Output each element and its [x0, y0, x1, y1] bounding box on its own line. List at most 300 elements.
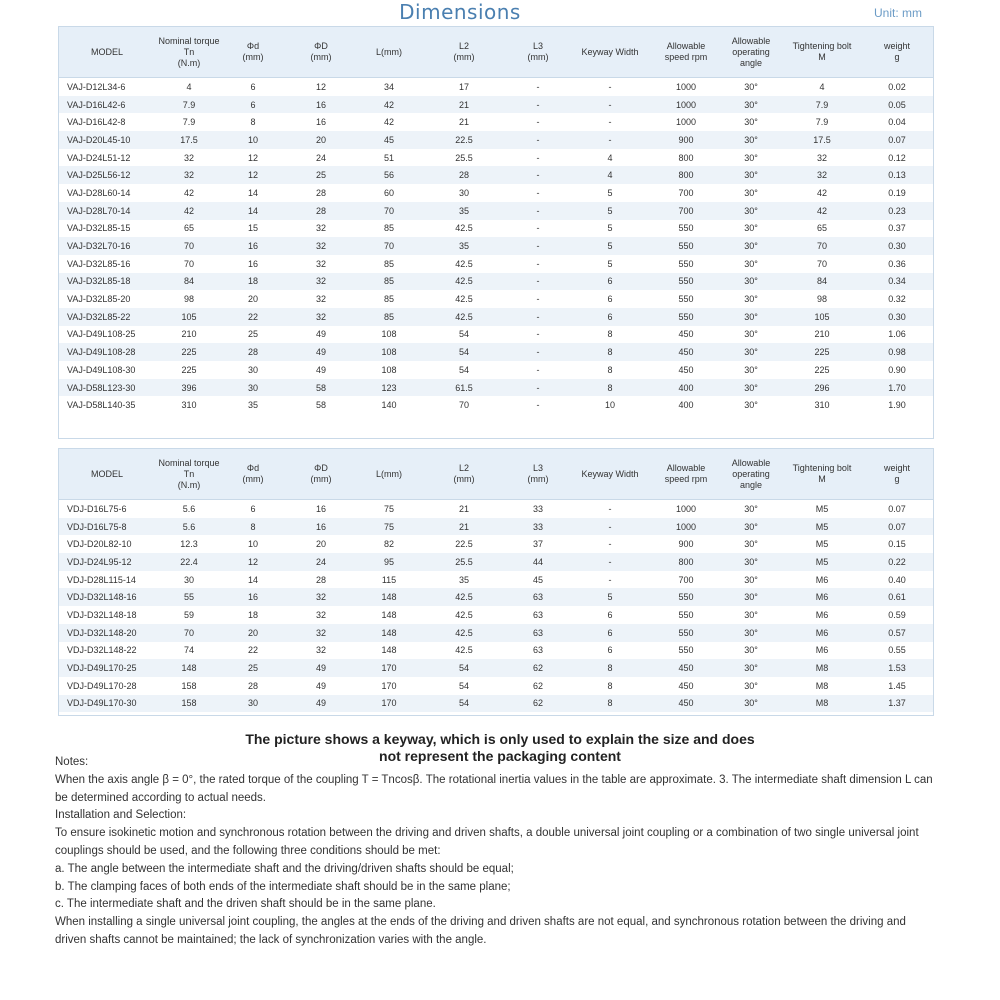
table-cell: 49	[315, 364, 326, 375]
table-cell: 550	[678, 609, 694, 620]
table-cell: 34	[383, 81, 394, 92]
table-cell: 30°	[744, 152, 758, 163]
table-cell: 70	[155, 624, 223, 642]
table-cell: 65	[183, 223, 194, 234]
table-cell: 900	[653, 131, 719, 149]
table-cell: M8	[783, 695, 861, 713]
table-cell: 450	[678, 329, 694, 340]
table-cell: M6	[815, 574, 829, 585]
model-cell: VAJ-D20L45-10	[59, 131, 155, 149]
table-cell: 30°	[744, 400, 758, 411]
table-cell: 58	[283, 379, 359, 397]
table-cell: 0.23	[861, 202, 933, 220]
table-cell: 22.5	[419, 131, 509, 149]
table-cell: -	[608, 81, 612, 92]
table-cell: 8	[607, 364, 613, 375]
vaj-header-cell: L3 (mm)	[509, 27, 567, 78]
table-row	[59, 343, 933, 361]
table-cell: M6	[783, 624, 861, 642]
model-cell: VDJ-D32L148-20	[59, 624, 155, 642]
table-cell: 32	[315, 258, 326, 269]
table-cell: -	[567, 96, 653, 114]
table-cell: 30°	[719, 518, 783, 536]
table-cell: -	[536, 81, 540, 92]
table-cell: 22.5	[455, 539, 473, 550]
table-cell: 14	[247, 187, 258, 198]
table-cell: 6	[223, 96, 283, 114]
table-cell: -	[536, 364, 540, 375]
table-row	[59, 606, 933, 624]
table-cell: 7.9	[155, 96, 223, 114]
model-cell: VAJ-D16L42-8	[67, 117, 126, 128]
table-row	[59, 677, 933, 695]
table-cell: 28	[223, 343, 283, 361]
table-cell: 59	[183, 609, 194, 620]
table-cell: 17.5	[783, 131, 861, 149]
table-cell: 62	[509, 695, 567, 713]
notes-heading: Notes:	[55, 756, 89, 768]
table-cell: 28	[315, 574, 326, 585]
table-cell: 148	[359, 588, 419, 606]
table-cell: 16	[247, 258, 258, 269]
table-cell: -	[536, 294, 540, 305]
installation-heading: Installation and Selection:	[55, 809, 187, 822]
table-cell: 4	[819, 81, 825, 92]
table-cell: 0.04	[888, 117, 906, 128]
condition-b: b. The clamping faces of both ends of the intermediate shaft should be in the same plane;	[55, 880, 511, 893]
table-cell: 42.5	[455, 223, 473, 234]
table-cell: -	[608, 574, 612, 585]
table-cell: -	[567, 518, 653, 536]
table-cell: 1.53	[861, 659, 933, 677]
table-cell: 42	[816, 187, 827, 198]
table-cell: 75	[383, 503, 394, 514]
model-cell: VDJ-D28L115-14	[67, 574, 136, 585]
table-cell: 550	[678, 645, 694, 656]
table-row	[59, 149, 933, 167]
table-row	[59, 78, 933, 96]
model-cell: VAJ-D28L60-14	[67, 187, 131, 198]
table-cell: 7.9	[182, 117, 196, 128]
table-cell: 32	[283, 237, 359, 255]
table-cell: 1.45	[888, 680, 906, 691]
vdj-header-cell: Φd (mm)	[223, 449, 283, 500]
table-cell: 32	[315, 645, 326, 656]
table-cell: -	[509, 308, 567, 326]
table-cell: 1000	[675, 81, 697, 92]
table-cell: 24	[283, 553, 359, 571]
table-cell: 30°	[719, 695, 783, 713]
table-cell: -	[536, 187, 540, 198]
table-cell: 800	[653, 166, 719, 184]
table-cell: 30	[247, 364, 258, 375]
table-cell: 14	[247, 574, 258, 585]
table-cell: 30	[223, 695, 283, 713]
table-row	[59, 326, 933, 344]
table-cell: 8	[567, 379, 653, 397]
table-cell: 12	[315, 81, 326, 92]
table-row	[59, 379, 933, 397]
table-cell: 15	[247, 223, 258, 234]
table-cell: 550	[653, 273, 719, 291]
model-cell: VAJ-D32L85-20	[67, 294, 131, 305]
table-row	[59, 361, 933, 379]
table-cell: 450	[653, 343, 719, 361]
model-cell: VDJ-D49L170-28	[67, 680, 137, 691]
model-cell: VDJ-D16L75-6	[67, 503, 127, 514]
table-cell: 108	[359, 343, 419, 361]
table-cell: 5	[607, 223, 613, 234]
table-cell: 63	[532, 645, 543, 656]
table-cell: 10	[604, 400, 615, 411]
table-row	[59, 220, 933, 238]
vdj-header-cell: Allowable speed rpm	[653, 449, 719, 500]
table-row	[59, 131, 933, 149]
table-cell: 32	[315, 609, 326, 620]
table-row	[59, 500, 933, 518]
table-cell: 30°	[719, 131, 783, 149]
table-cell: 56	[359, 166, 419, 184]
vaj-header-cell: Keyway Width	[567, 27, 653, 78]
table-cell: -	[536, 117, 540, 128]
table-cell: 70	[359, 202, 419, 220]
table-cell: 28	[283, 202, 359, 220]
table-cell: 35	[419, 237, 509, 255]
table-cell: 170	[359, 659, 419, 677]
table-cell: 0.59	[888, 609, 906, 620]
table-cell: 35	[247, 400, 258, 411]
table-row	[59, 113, 933, 131]
table-cell: 800	[653, 553, 719, 571]
model-cell: VDJ-D32L148-22	[67, 645, 137, 656]
table-cell: 21	[458, 503, 469, 514]
table-cell: 6	[607, 609, 613, 620]
table-cell: 32	[783, 166, 861, 184]
table-cell: 4	[186, 81, 192, 92]
table-cell: 1000	[653, 96, 719, 114]
table-cell: 450	[678, 364, 694, 375]
table-cell: 310	[181, 400, 197, 411]
table-cell: 70	[359, 237, 419, 255]
table-cell: M8	[815, 680, 829, 691]
vdj-header-cell: L2 (mm)	[419, 449, 509, 500]
table-cell: M6	[783, 588, 861, 606]
table-cell: 0.55	[888, 645, 906, 656]
table-cell: 1.90	[888, 400, 906, 411]
table-cell: 0.40	[888, 574, 906, 585]
table-cell: 84	[783, 273, 861, 291]
table-cell: 12	[247, 152, 258, 163]
table-cell: 30°	[744, 503, 758, 514]
table-cell: 54	[458, 680, 469, 691]
vaj-header-cell: Allowable speed rpm	[653, 27, 719, 78]
table-cell: 30	[183, 574, 194, 585]
table-row	[59, 571, 933, 589]
table-cell: 32	[155, 166, 223, 184]
table-cell: 33	[532, 503, 543, 514]
table-cell: 5.6	[182, 503, 196, 514]
table-cell: 6	[250, 81, 256, 92]
table-cell: -	[509, 96, 567, 114]
table-cell: 18	[247, 609, 258, 620]
table-cell: 225	[783, 343, 861, 361]
table-cell: -	[608, 503, 612, 514]
table-cell: 5	[607, 258, 613, 269]
table-cell: 550	[678, 294, 694, 305]
table-cell: 6	[567, 273, 653, 291]
vaj-dimensions-table	[58, 26, 934, 439]
model-cell: VAJ-D49L108-28	[59, 343, 155, 361]
table-cell: M6	[815, 645, 829, 656]
table-cell: 33	[509, 518, 567, 536]
table-cell: 1.06	[888, 329, 906, 340]
table-cell: -	[509, 166, 567, 184]
table-cell: 700	[653, 202, 719, 220]
model-cell: VDJ-D16L75-8	[59, 518, 155, 536]
table-cell: 450	[678, 680, 694, 691]
model-cell: VAJ-D49L108-30	[67, 364, 136, 375]
table-cell: 74	[183, 645, 194, 656]
table-cell: 54	[419, 659, 509, 677]
table-cell: 45	[532, 574, 543, 585]
model-cell: VDJ-D49L170-25	[59, 659, 155, 677]
table-cell: 140	[381, 400, 397, 411]
table-row	[59, 624, 933, 642]
table-cell: 0.02	[888, 81, 906, 92]
table-cell: 30°	[744, 294, 758, 305]
table-cell: 42	[155, 202, 223, 220]
table-cell: 550	[653, 624, 719, 642]
model-cell: VAJ-D32L85-16	[67, 258, 131, 269]
model-cell: VDJ-D49L170-30	[59, 695, 155, 713]
vaj-table-body	[59, 78, 933, 415]
table-cell: 8	[567, 343, 653, 361]
table-row	[59, 96, 933, 114]
table-cell: 8	[607, 680, 613, 691]
table-cell: 16	[223, 237, 283, 255]
table-cell: 400	[653, 379, 719, 397]
table-cell: 30°	[744, 117, 758, 128]
table-cell: 8	[567, 659, 653, 677]
vdj-table	[59, 449, 933, 712]
installation-text: To ensure isokinetic motion and synchronous rotation between the driving and driven shafts, a double universal joint coupling or a combination of two single universal joint couplings should be used, and the following three conditions should be met:	[55, 827, 919, 857]
table-cell: 0.30	[861, 237, 933, 255]
table-cell: 22	[247, 645, 258, 656]
table-cell: 16	[283, 518, 359, 536]
model-cell: VDJ-D32L148-18	[67, 609, 137, 620]
table-cell: 6	[250, 503, 256, 514]
table-cell: 1.70	[861, 379, 933, 397]
table-cell: 170	[381, 680, 397, 691]
table-cell: 25	[247, 329, 258, 340]
table-row	[59, 237, 933, 255]
table-cell: 108	[381, 364, 397, 375]
table-cell: -	[509, 237, 567, 255]
vaj-table	[59, 27, 933, 414]
table-cell: 550	[678, 223, 694, 234]
table-cell: 28	[247, 680, 258, 691]
table-cell: 148	[381, 609, 397, 620]
vaj-header-cell: MODEL	[59, 27, 155, 78]
table-cell: 32	[283, 624, 359, 642]
table-cell: 44	[509, 553, 567, 571]
table-cell: 30°	[719, 308, 783, 326]
table-cell: 21	[458, 117, 469, 128]
notes-section	[55, 754, 935, 950]
table-cell: 0.05	[861, 96, 933, 114]
table-cell: 8	[567, 695, 653, 713]
table-cell: 0.07	[888, 503, 906, 514]
vdj-header-cell: Allowable operating angle	[719, 449, 783, 500]
table-cell: 0.19	[888, 187, 906, 198]
table-cell: 49	[315, 329, 326, 340]
table-cell: 30°	[744, 81, 758, 92]
table-cell: 5	[607, 187, 613, 198]
table-cell: 30°	[719, 588, 783, 606]
model-cell: VAJ-D25L56-12	[59, 166, 155, 184]
table-cell: 75	[359, 518, 419, 536]
table-cell: 16	[283, 96, 359, 114]
table-cell: 30°	[719, 624, 783, 642]
table-cell: 84	[155, 273, 223, 291]
table-cell: 42	[359, 96, 419, 114]
table-cell: 42	[183, 187, 194, 198]
table-cell: 10	[223, 131, 283, 149]
table-cell: 0.90	[888, 364, 906, 375]
vaj-header-cell: ΦD (mm)	[283, 27, 359, 78]
table-cell: 450	[653, 695, 719, 713]
table-cell: 98	[183, 294, 194, 305]
condition-c: c. The intermediate shaft and the driven shaft should be in the same plane.	[55, 898, 436, 911]
model-cell: VAJ-D32L85-22	[59, 308, 155, 326]
table-cell: 22.4	[155, 553, 223, 571]
table-cell: 49	[283, 659, 359, 677]
table-cell: 37	[532, 539, 543, 550]
table-cell: 42.5	[455, 609, 473, 620]
table-cell: 8	[607, 329, 613, 340]
table-cell: 30°	[744, 609, 758, 620]
table-cell: 30°	[744, 539, 758, 550]
model-cell: VAJ-D12L34-6	[67, 81, 126, 92]
table-cell: 0.07	[861, 131, 933, 149]
vdj-header-row	[59, 449, 933, 500]
table-row	[59, 290, 933, 308]
table-cell: 30°	[719, 379, 783, 397]
table-cell: 28	[419, 166, 509, 184]
table-cell: 0.15	[888, 539, 906, 550]
table-cell: 550	[678, 258, 694, 269]
table-cell: 51	[383, 152, 394, 163]
table-cell: 900	[678, 539, 694, 550]
table-cell: 0.30	[861, 308, 933, 326]
table-cell: 5	[567, 588, 653, 606]
table-row	[59, 184, 933, 202]
table-cell: 0.61	[861, 588, 933, 606]
model-cell: VAJ-D32L85-15	[67, 223, 131, 234]
table-cell: 0.98	[861, 343, 933, 361]
table-cell: 8	[250, 117, 256, 128]
table-cell: 0.36	[888, 258, 906, 269]
table-row	[59, 308, 933, 326]
table-row	[59, 695, 933, 713]
table-cell: 123	[359, 379, 419, 397]
single-joint-note: When installing a single universal joint coupling, the angles at the ends of the driving and driven shafts are not equal, and synchronous rotation between the driving and driven shafts cannot be maintained; the lack of synchronization varies with the angle.	[55, 916, 906, 946]
table-cell: 16	[315, 503, 326, 514]
table-cell: -	[567, 553, 653, 571]
table-cell: 7.9	[815, 117, 829, 128]
table-row	[59, 553, 933, 571]
model-cell: VAJ-D28L70-14	[59, 202, 155, 220]
table-cell: 30°	[744, 223, 758, 234]
table-cell: 30°	[719, 553, 783, 571]
table-cell: 0.34	[861, 273, 933, 291]
table-cell: -	[509, 379, 567, 397]
table-cell: 22	[223, 308, 283, 326]
table-cell: 10	[247, 539, 258, 550]
table-cell: 12	[223, 553, 283, 571]
table-cell: 63	[532, 609, 543, 620]
table-cell: 550	[653, 237, 719, 255]
table-cell: 49	[315, 680, 326, 691]
table-cell: 30°	[744, 645, 758, 656]
table-row	[59, 273, 933, 291]
table-cell: 42	[783, 202, 861, 220]
table-cell: 42.5	[455, 645, 473, 656]
vdj-header-cell: MODEL	[59, 449, 155, 500]
table-cell: 700	[678, 574, 694, 585]
table-cell: 55	[155, 588, 223, 606]
table-cell: 30°	[744, 574, 758, 585]
vaj-header-cell: Allowable operating angle	[719, 27, 783, 78]
table-cell: -	[567, 131, 653, 149]
table-cell: 550	[653, 588, 719, 606]
table-cell: 32	[283, 273, 359, 291]
table-cell: 6	[607, 645, 613, 656]
table-cell: 42.5	[419, 588, 509, 606]
table-cell: 148	[381, 645, 397, 656]
model-cell: VDJ-D24L95-12	[59, 553, 155, 571]
table-cell: 210	[814, 329, 830, 340]
vdj-header-cell: ΦD (mm)	[283, 449, 359, 500]
table-cell: 42.5	[419, 273, 509, 291]
table-cell: 148	[155, 659, 223, 677]
table-cell: -	[509, 131, 567, 149]
table-cell: 0.13	[861, 166, 933, 184]
table-cell: 105	[783, 308, 861, 326]
vdj-header-cell: L(mm)	[359, 449, 419, 500]
table-cell: 85	[383, 258, 394, 269]
table-cell: 45	[359, 131, 419, 149]
table-cell: -	[536, 258, 540, 269]
table-cell: 0.12	[888, 152, 906, 163]
table-cell: 30°	[719, 343, 783, 361]
table-row	[59, 255, 933, 273]
table-cell: 42.5	[419, 308, 509, 326]
table-cell: 1000	[675, 503, 697, 514]
table-cell: 225	[814, 364, 830, 375]
table-cell: 63	[509, 624, 567, 642]
table-cell: 32	[183, 152, 194, 163]
table-cell: -	[608, 539, 612, 550]
model-cell: VAJ-D24L51-12	[67, 152, 131, 163]
table-cell: 54	[458, 329, 469, 340]
table-cell: -	[536, 329, 540, 340]
vdj-header-cell: Nominal torque Tn (N.m)	[155, 449, 223, 500]
vaj-header-cell: L2 (mm)	[419, 27, 509, 78]
table-cell: 310	[814, 400, 830, 411]
vdj-header-cell: L3 (mm)	[509, 449, 567, 500]
model-cell: VDJ-D20L82-10	[67, 539, 132, 550]
